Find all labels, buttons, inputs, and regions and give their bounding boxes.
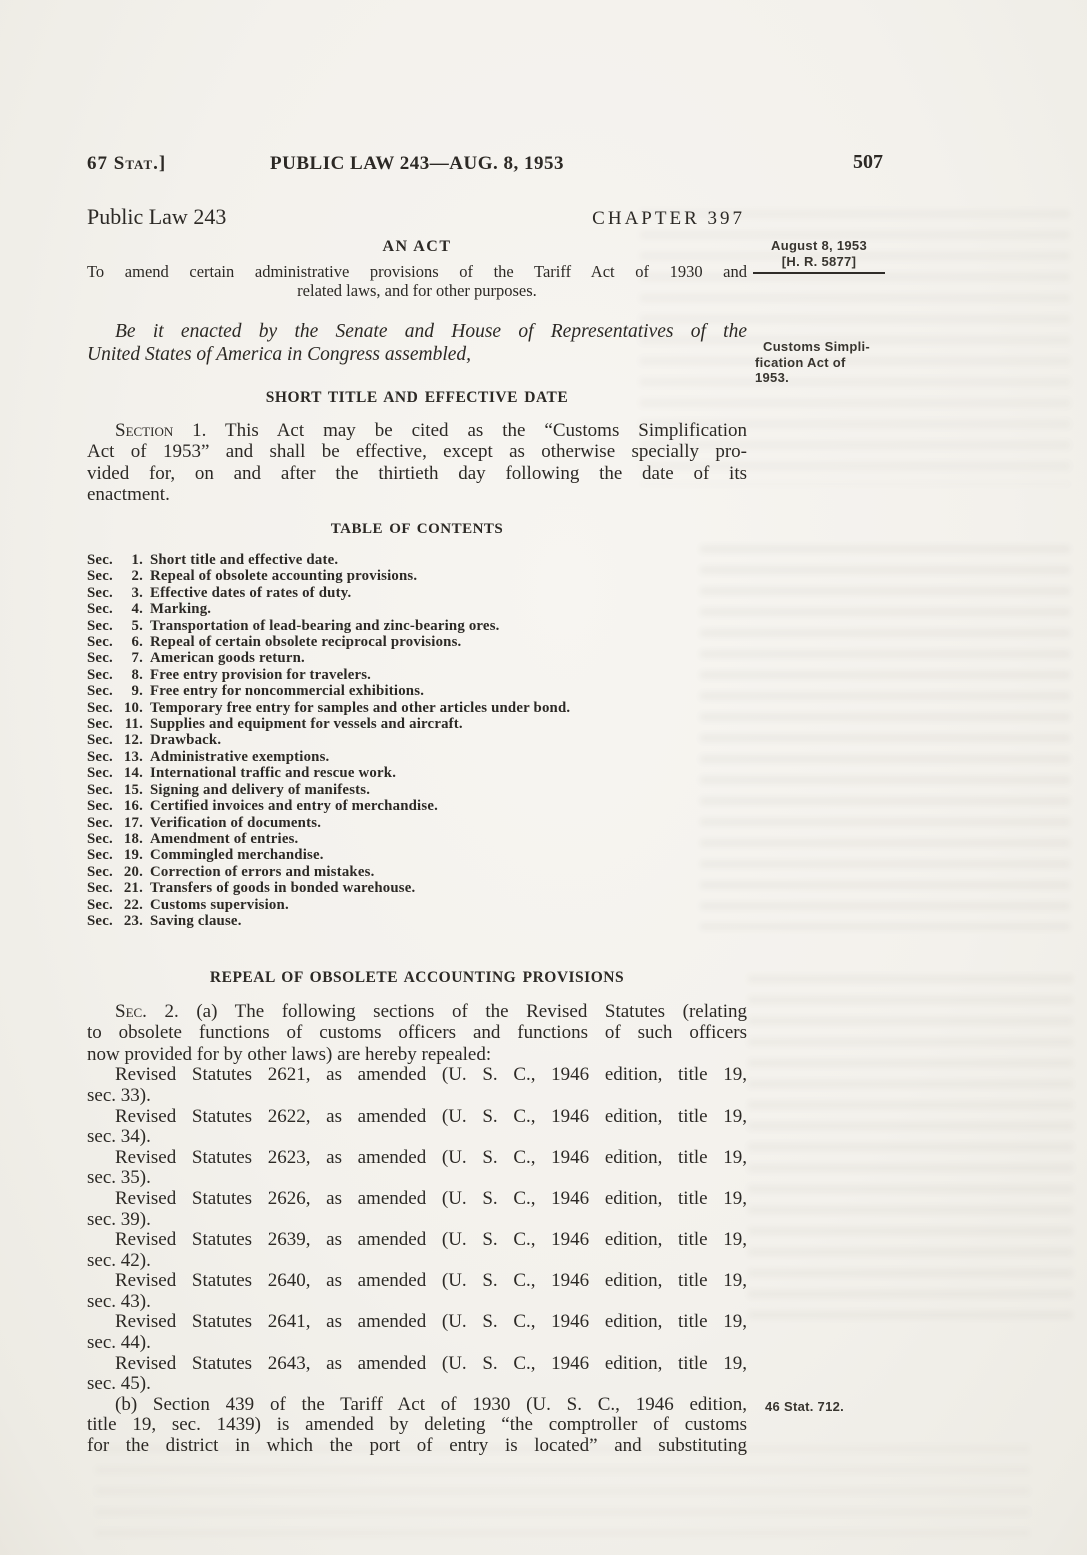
stat-volume-cite: 67 Stat.] [87,153,167,174]
statute-entry [87,1189,747,1230]
paragraph-line: Act of 1953” and shall be effective, except as otherwise specially pro- [87,441,747,462]
short-title-heading: SHORT TITLE AND EFFECTIVE DATE [265,389,569,406]
paragraph-line: Revised Statutes 2643, as amended (U. S. C., 1946 edition, title 19, [115,1352,747,1374]
table-of-contents [87,552,747,929]
toc-row [87,765,747,781]
toc-label: Customs supervision. [150,896,289,913]
toc-row [87,815,747,831]
toc-row [87,913,747,929]
toc-label: Administrative exemptions. [150,748,330,765]
paragraph-line: sec. 35). [87,1167,151,1189]
paragraph-line: enactment. [87,484,170,505]
toc-sec: Sec. [87,765,113,782]
act-name-line: fication Act of [755,354,846,370]
toc-row [87,552,747,568]
toc-row [87,749,747,765]
toc-sec: Sec. [87,683,113,700]
toc-sec: Sec. [87,798,113,815]
toc-sec: Sec. [87,847,113,864]
toc-num: 10. [123,699,143,716]
repealed-statutes-list [87,1065,747,1395]
statute-entry [87,1148,747,1189]
toc-num: 2. [131,568,143,585]
toc-row [87,568,747,584]
toc-heading: TABLE OF CONTENTS [330,520,504,537]
paragraph-line: Revised Statutes 2621, as amended (U. S. C., 1946 edition, title 19, [115,1064,747,1086]
public-law-number: Public Law 243 [87,204,227,229]
toc-num: 12. [123,732,143,749]
statute-entry [87,1107,747,1148]
toc-num: 11. [124,716,143,733]
toc-num: 23. [123,912,143,929]
toc-row [87,650,747,666]
toc-num: 15. [123,781,143,798]
paragraph-line: Revised Statutes 2626, as amended (U. S. C., 1946 edition, title 19, [115,1187,747,1209]
toc-row [87,782,747,798]
toc-label: Signing and delivery of manifests. [150,781,371,798]
toc-label: Correction of errors and mistakes. [150,863,375,880]
toc-num: 21. [123,880,143,897]
toc-sec: Sec. [87,912,113,929]
toc-sec: Sec. [87,863,113,880]
toc-sec: Sec. [87,584,113,601]
toc-row [87,716,747,732]
toc-row [87,864,747,880]
toc-sec: Sec. [87,716,113,733]
toc-label: American goods return. [150,650,305,667]
paragraph-line: sec. 34). [87,1126,151,1148]
repeal-heading: REPEAL OF OBSOLETE ACCOUNTING PROVISIONS [209,969,625,987]
statute-entry [87,1354,747,1395]
toc-label: International traffic and rescue work. [150,765,397,782]
toc-num: 16. [123,798,143,815]
paragraph-line: Revised Statutes 2639, as amended (U. S. C., 1946 edition, title 19, [115,1229,747,1251]
toc-label: Repeal of certain obsolete reciprocal provisions. [150,634,462,651]
margin-note-act-name [755,339,885,386]
toc-label: Short title and effective date. [150,552,339,568]
toc-row [87,667,747,683]
toc-label: Drawback. [150,732,222,749]
statute-entry [87,1065,747,1106]
toc-sec: Sec. [87,601,113,618]
margin-note-enactment-date [753,238,885,274]
toc-num: 18. [123,830,143,847]
bleed-through-texture [95,1445,1030,1540]
section-number: Section 1. [115,419,207,441]
paragraph-line: Revised Statutes 2623, as amended (U. S. C., 1946 edition, title 19, [115,1146,747,1168]
paragraph-line: title 19, sec. 1439) is amended by deleting “the comptroller of customs [87,1414,747,1436]
toc-row [87,897,747,913]
page-number: 507 [853,151,883,173]
toc-sec: Sec. [87,896,113,913]
statute-entry [87,1271,747,1312]
enacting-clause-line: United States of America in Congress assembled, [87,343,472,365]
toc-row [87,831,747,847]
toc-num: 3. [131,584,143,601]
paragraph-text: This Act may be cited as the “Customs Simplification [206,419,747,441]
toc-sec: Sec. [87,617,113,634]
paragraph-line: Revised Statutes 2641, as amended (U. S. C., 1946 edition, title 19, [115,1311,747,1333]
act-purpose [87,262,747,300]
section-2a-paragraph [87,1001,747,1066]
toc-row [87,700,747,716]
toc-label: Transfers of goods in bonded warehouse. [150,880,416,897]
enacting-clause-line: Be it enacted by the Senate and House of Representatives of the [115,321,747,342]
toc-num: 22. [123,896,143,913]
act-name-line: 1953. [755,370,790,385]
toc-label: Transportation of lead-bearing and zinc-bearing ores. [150,617,500,634]
toc-label: Repeal of obsolete accounting provisions. [150,568,418,585]
toc-label: Certified invoices and entry of merchandise. [150,798,438,815]
statute-entry [87,1312,747,1353]
toc-row [87,732,747,748]
toc-row [87,634,747,650]
toc-num: 8. [131,666,143,683]
law-heading-row [87,206,747,230]
paragraph-line: sec. 45). [87,1373,151,1395]
bleed-through-texture [700,545,1070,930]
toc-row [87,683,747,699]
toc-sec: Sec. [87,666,113,683]
toc-sec: Sec. [87,781,113,798]
toc-sec: Sec. [87,568,113,585]
toc-sec: Sec. [87,814,113,831]
toc-num: 5. [131,617,143,634]
toc-label: Saving clause. [150,912,242,929]
section-1-paragraph [87,420,747,506]
toc-sec: Sec. [87,634,113,651]
toc-num: 17. [123,814,143,831]
paragraph-line: sec. 44). [87,1332,151,1354]
toc-num: 20. [123,863,143,880]
toc-sec: Sec. [87,699,113,716]
purpose-line: To amend certain administrative provisions of the Tariff Act of 1930 and [87,262,747,281]
toc-sec: Sec. [87,748,113,765]
paragraph-text: (a) The following sections of the Revised Statutes (relating [178,1000,747,1022]
paragraph-line: to obsolete functions of customs officers and functions of such officers [87,1022,747,1044]
paragraph-line: sec. 39). [87,1208,151,1230]
toc-label: Commingled merchandise. [150,847,324,864]
bill-number: [H. R. 5877] [781,253,857,269]
toc-num: 13. [123,748,143,765]
purpose-line: related laws, and for other purposes. [297,281,537,300]
toc-num: 4. [131,601,143,618]
toc-num: 6. [131,634,143,651]
toc-label: Free entry provision for travelers. [150,666,372,683]
toc-row [87,585,747,601]
section-2b-paragraph [87,1395,747,1457]
paragraph-line: sec. 43). [87,1290,151,1312]
toc-row [87,618,747,634]
bleed-through-texture [748,975,1073,1330]
toc-row [87,880,747,896]
paragraph-line: sec. 33). [87,1084,151,1106]
toc-num: 14. [123,765,143,782]
act-name-line: Customs Simpli- [763,339,871,354]
section-number: Sec. 2. [115,1000,179,1022]
toc-row [87,798,747,814]
toc-num: 1. [131,552,143,568]
toc-sec: Sec. [87,650,113,667]
an-act-label: AN ACT [382,237,452,255]
toc-label: Verification of documents. [150,814,322,831]
paragraph-line: sec. 42). [87,1249,151,1271]
toc-label: Marking. [150,601,212,618]
toc-row [87,847,747,863]
statute-entry [87,1230,747,1271]
paragraph-line: Revised Statutes 2640, as amended (U. S. C., 1946 edition, title 19, [115,1270,747,1292]
paragraph-line [87,420,747,442]
text-column [87,200,747,1457]
chapter-number: CHAPTER 397 [592,208,745,229]
paragraph-line: now provided for by other laws) are hereby repealed: [87,1043,492,1065]
toc-sec: Sec. [87,552,113,568]
toc-num: 9. [131,683,143,700]
enactment-date: August 8, 1953 [771,238,867,253]
toc-sec: Sec. [87,732,113,749]
toc-num: 19. [123,847,143,864]
margin-note-stat-citation: 46 Stat. 712. [765,1399,845,1414]
paragraph-line: Revised Statutes 2622, as amended (U. S. C., 1946 edition, title 19, [115,1105,747,1127]
toc-label: Temporary free entry for samples and other articles under bond. [150,699,571,716]
enacting-clause [87,321,747,366]
toc-num: 7. [131,650,143,667]
margin-rule [753,272,885,274]
toc-row [87,601,747,617]
toc-label: Amendment of entries. [150,830,299,847]
toc-label: Free entry for noncommercial exhibitions. [150,683,425,700]
toc-sec: Sec. [87,880,113,897]
paragraph-line: vided for, on and after the thirtieth day following the date of its [87,462,747,484]
paragraph-line [87,1001,747,1023]
running-header-title: PUBLIC LAW 243—AUG. 8, 1953 [270,153,564,174]
paragraph-line: for the district in which the port of entry is located” and substituting [87,1435,747,1457]
paragraph-line: (b) Section 439 of the Tariff Act of 1930 (U. S. C., 1946 edition, [115,1393,747,1415]
toc-label: Effective dates of rates of duty. [150,584,352,601]
toc-label: Supplies and equipment for vessels and aircraft. [150,716,463,733]
toc-sec: Sec. [87,830,113,847]
